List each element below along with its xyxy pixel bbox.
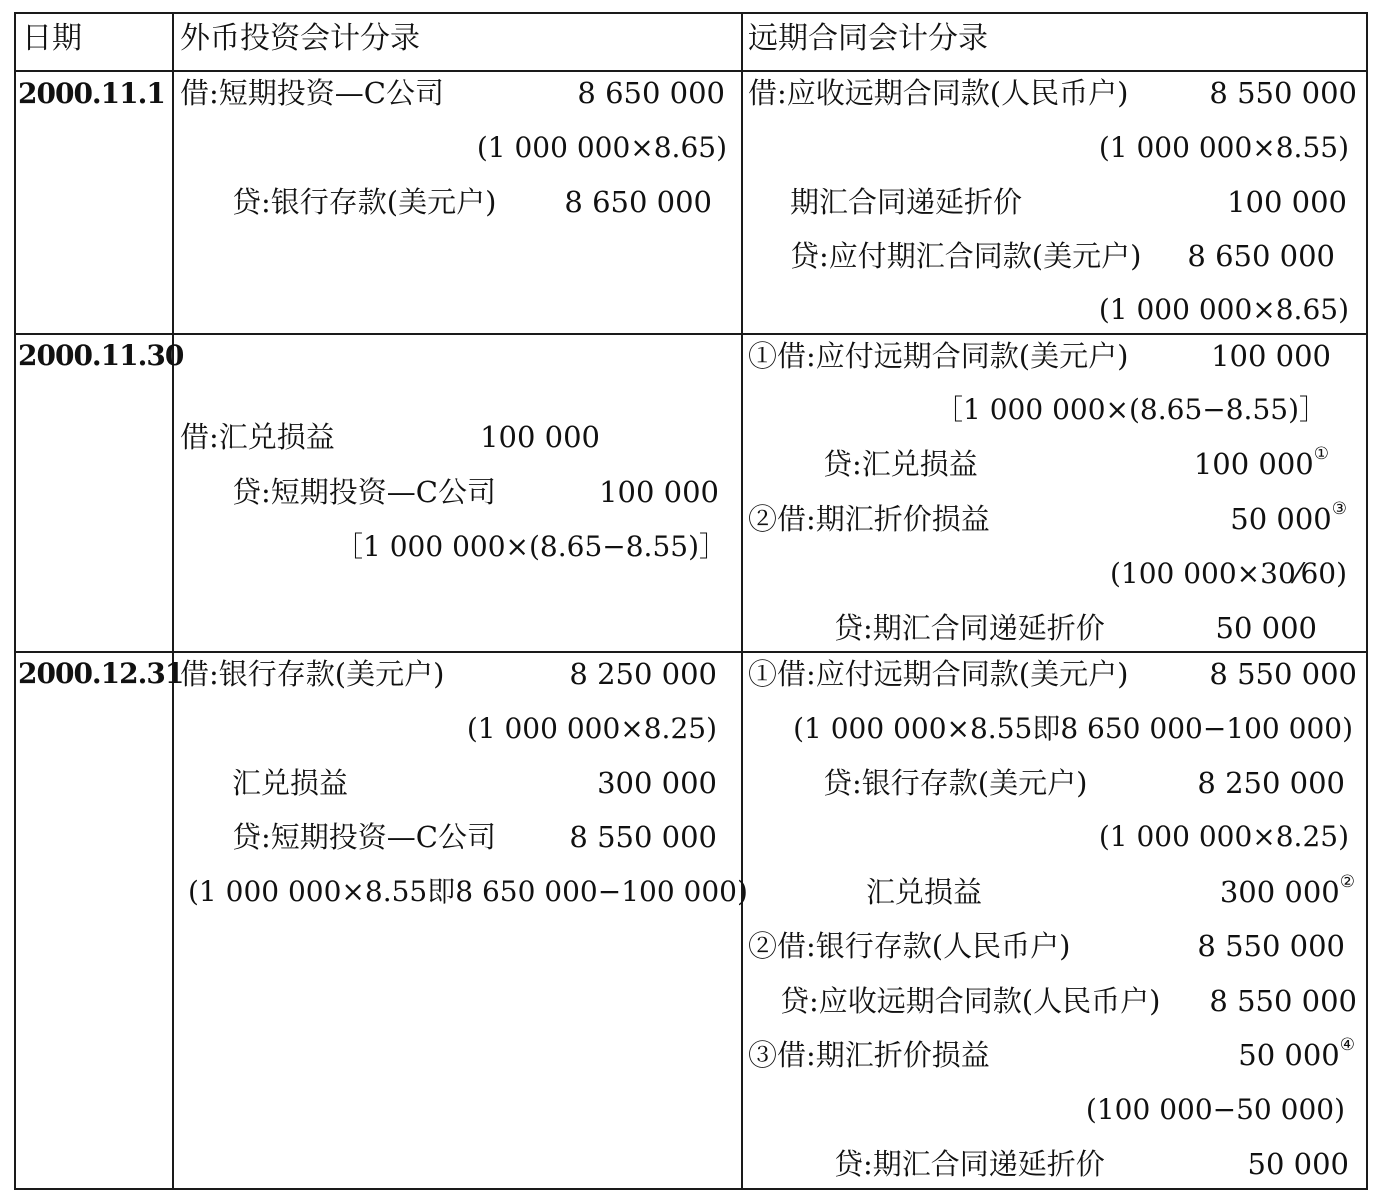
row2-fwd-note2: (100 000×30⁄60) (1109, 557, 1347, 590)
row3-fwd-line7: 贷:期汇合同递延折价 (834, 1147, 1105, 1181)
row3-fwd-amount2: 8 250 000 (1197, 766, 1345, 800)
row1-fwd-amount1: 8 550 000 (1209, 76, 1357, 110)
row1-fwd-amount3: 8 650 000 (1187, 239, 1335, 273)
row3-fwd-note1: (1 000 000×8.55即8 650 000−100 000) (793, 712, 1353, 745)
row3-fx-line3: 贷:短期投资—C公司 (232, 820, 496, 854)
row1-fx-line1: 借:短期投资—C公司 (180, 76, 444, 110)
row2-fwd-amount2 (1193, 444, 1329, 481)
row3-fx-line1: 借:银行存款(美元户) (180, 657, 445, 691)
row1-fx-amount2: 8 650 000 (564, 185, 712, 219)
header-date: 日期 (22, 21, 82, 56)
row3-fwd-note2: (1 000 000×8.25) (1098, 820, 1349, 853)
table-border-bottom (14, 1188, 1368, 1190)
row1-fx-note1: (1 000 000×8.65) (476, 131, 727, 164)
row2-fwd-note1: ［1 000 000×(8.65−8.55)］ (935, 393, 1327, 426)
row2-fwd-line1: ①借:应付远期合同款(美元户) (748, 339, 1129, 373)
row-divider-1 (14, 333, 1368, 335)
row2-fx-line2: 贷:短期投资—C公司 (232, 475, 496, 509)
row1-fwd-note1: (1 000 000×8.55) (1098, 131, 1349, 164)
row3-fwd-amount3 (1219, 872, 1355, 909)
row3-fwd-line6: ③借:期汇折价损益 (748, 1038, 990, 1072)
row2-fwd-amount4: 50 000 (1215, 611, 1317, 645)
footnote-mark-1: ① (1313, 444, 1329, 464)
row2-date: 2000.11.30 (18, 339, 184, 372)
row3-fwd-note3: (100 000−50 000) (1085, 1093, 1345, 1126)
row2-fwd-amount1: 100 000 (1211, 339, 1331, 373)
row3-fx-amount3: 8 550 000 (569, 820, 717, 854)
row3-fwd-line3: 汇兑损益 (866, 875, 983, 909)
row2-fx-note1: ［1 000 000×(8.65−8.55)］ (335, 530, 727, 563)
row1-fx-line2: 贷:银行存款(美元户) (232, 185, 497, 219)
row3-fwd-line2: 贷:银行存款(美元户) (823, 766, 1088, 800)
row2-fwd-line3: ②借:期汇折价损益 (748, 502, 990, 536)
row3-fx-note2: (1 000 000×8.55即8 650 000−100 000) (188, 875, 748, 908)
row2-fx-line1: 借:汇兑损益 (180, 420, 335, 454)
header-fx-investment: 外币投资会计分录 (180, 21, 420, 56)
row2-fwd-amount3 (1230, 499, 1347, 536)
row3-fx-line2: 汇兑损益 (232, 766, 349, 800)
row2-fwd-amount2-value: 100 000 (1193, 447, 1314, 481)
footnote-mark-3: ③ (1331, 499, 1347, 519)
row2-fx-amount1: 100 000 (480, 420, 600, 454)
row3-fwd-amount1: 8 550 000 (1209, 657, 1357, 691)
row3-fwd-line4: ②借:银行存款(人民币户) (748, 929, 1071, 963)
row1-fwd-amount2: 100 000 (1227, 185, 1347, 219)
row1-date: 2000.11.1 (18, 77, 165, 110)
row3-fwd-amount6-value: 50 000 (1238, 1038, 1340, 1072)
row1-fwd-line1: 借:应收远期合同款(人民币户) (748, 76, 1129, 110)
row1-fwd-note2: (1 000 000×8.65) (1098, 293, 1349, 326)
row-divider-2 (14, 651, 1368, 653)
row3-fwd-line1: ①借:应付远期合同款(美元户) (748, 657, 1129, 691)
table-border-left (14, 12, 16, 1190)
row3-fx-amount1: 8 250 000 (569, 657, 717, 691)
header-forward-contract: 远期合同会计分录 (748, 21, 988, 56)
row2-fwd-line2: 贷:汇兑损益 (823, 447, 978, 481)
row3-fwd-amount4: 8 550 000 (1197, 929, 1345, 963)
row1-fx-amount1: 8 650 000 (577, 76, 725, 110)
row1-fwd-line3: 贷:应付期汇合同款(美元户) (790, 239, 1142, 273)
row2-fwd-line4: 贷:期汇合同递延折价 (834, 611, 1105, 645)
column-divider-2 (741, 12, 743, 1190)
row1-fwd-line2: 期汇合同递延折价 (790, 185, 1023, 219)
row3-fwd-amount6 (1238, 1035, 1355, 1072)
row3-fx-amount2: 300 000 (597, 766, 717, 800)
footnote-mark-4: ④ (1339, 1035, 1355, 1055)
row3-fwd-amount5: 8 550 000 (1209, 984, 1357, 1018)
row3-fwd-amount7: 50 000 (1247, 1147, 1349, 1181)
table-border-top (14, 12, 1368, 14)
row3-fx-note1: (1 000 000×8.25) (466, 712, 717, 745)
row2-fx-amount2: 100 000 (599, 475, 719, 509)
column-divider-1 (172, 12, 174, 1190)
footnote-mark-2: ② (1339, 872, 1355, 892)
row3-date: 2000.12.31 (18, 657, 184, 690)
row2-fwd-amount3-value: 50 000 (1230, 502, 1332, 536)
header-row-divider (14, 70, 1368, 72)
table-border-right (1366, 12, 1368, 1190)
row3-fwd-line5: 贷:应收远期合同款(人民币户) (780, 984, 1161, 1018)
row3-fwd-amount3-value: 300 000 (1219, 875, 1340, 909)
